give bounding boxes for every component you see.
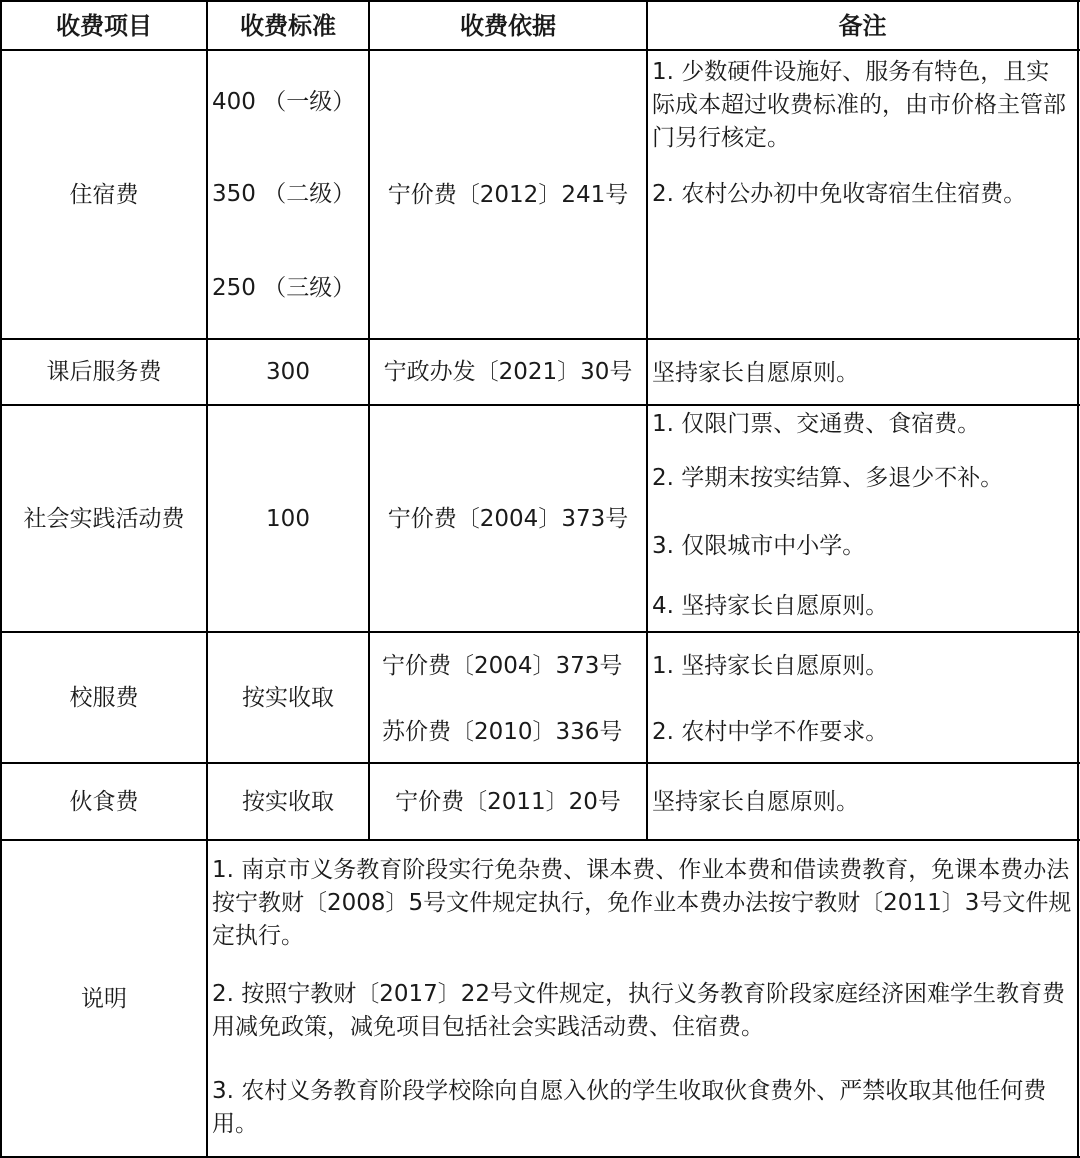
social-practice-standard: 100 bbox=[266, 505, 310, 532]
after-school-standard: 300 bbox=[266, 359, 310, 385]
social-practice-remark-2: 2. 学期末按实结算、多退少不补。 bbox=[652, 465, 1004, 491]
uniform-remark-1: 1. 坚持家长自愿原则。 bbox=[652, 653, 889, 679]
notes-item-2: 2. 按照宁教财〔2017〕22号文件规定，执行义务教育阶段家庭经济困难学生教育费用减免政策，减免项目包括社会实践活动费、住宿费。 bbox=[212, 981, 1066, 1040]
uniform-item: 校服费 bbox=[69, 684, 139, 711]
notes-item-1: 1. 南京市义务教育阶段实行免杂费、课本费、作业本费和借读费教育，免课本费办法按宁教财〔2008〕5号文件规定执行，免作业本费办法按宁教财〔2011〕3号文件规定执行。 bbox=[212, 857, 1072, 949]
after-school-basis: 宁政办发〔2021〕30号 bbox=[383, 359, 633, 385]
header-basis: 收费依据 bbox=[460, 11, 556, 40]
header-item: 收费项目 bbox=[56, 11, 152, 40]
social-practice-item: 社会实践活动费 bbox=[23, 505, 185, 532]
social-practice-remark-3: 3. 仅限城市中小学。 bbox=[652, 533, 866, 559]
notes-label: 说明 bbox=[81, 985, 127, 1012]
uniform-remark-2: 2. 农村中学不作要求。 bbox=[652, 719, 889, 745]
uniform-basis-1: 宁价费〔2004〕373号 bbox=[382, 653, 623, 679]
social-practice-basis: 宁价费〔2004〕373号 bbox=[387, 505, 629, 532]
notes-item-3: 3. 农村义务教育阶段学校除向自愿入伙的学生收取伙食费外、严禁收取其他任何费用。 bbox=[212, 1078, 1047, 1137]
lodging-remark-2: 2. 农村公办初中免收寄宿生住宿费。 bbox=[652, 181, 1027, 207]
after-school-remark: 坚持家长自愿原则。 bbox=[652, 360, 859, 386]
meals-remark: 坚持家长自愿原则。 bbox=[652, 789, 859, 815]
uniform-basis-2: 苏价费〔2010〕336号 bbox=[382, 719, 623, 745]
meals-basis: 宁价费〔2011〕20号 bbox=[395, 788, 621, 815]
lodging-standard-3: 250 （三级） bbox=[212, 275, 356, 301]
lodging-item: 住宿费 bbox=[69, 181, 139, 208]
after-school-item: 课后服务费 bbox=[46, 359, 162, 385]
lodging-standard-1: 400 （一级） bbox=[212, 89, 356, 115]
social-practice-remark-1: 1. 仅限门票、交通费、食宿费。 bbox=[652, 411, 981, 437]
table-divider-col3 bbox=[646, 0, 648, 840]
header-standard: 收费标准 bbox=[240, 11, 336, 40]
social-practice-remark-4: 4. 坚持家长自愿原则。 bbox=[652, 593, 889, 619]
header-remark: 备注 bbox=[838, 11, 887, 40]
uniform-standard: 按实收取 bbox=[242, 684, 334, 711]
meals-item: 伙食费 bbox=[69, 788, 139, 815]
lodging-remark-1: 1. 少数硬件设施好、服务有特色，且实际成本超过收费标准的，由市价格主管部门另行核定。 bbox=[652, 59, 1066, 151]
lodging-standard-2: 350 （二级） bbox=[212, 181, 356, 207]
lodging-basis: 宁价费〔2012〕241号 bbox=[387, 181, 629, 208]
meals-standard: 按实收取 bbox=[242, 788, 334, 815]
table-border-right bbox=[1077, 0, 1079, 1158]
